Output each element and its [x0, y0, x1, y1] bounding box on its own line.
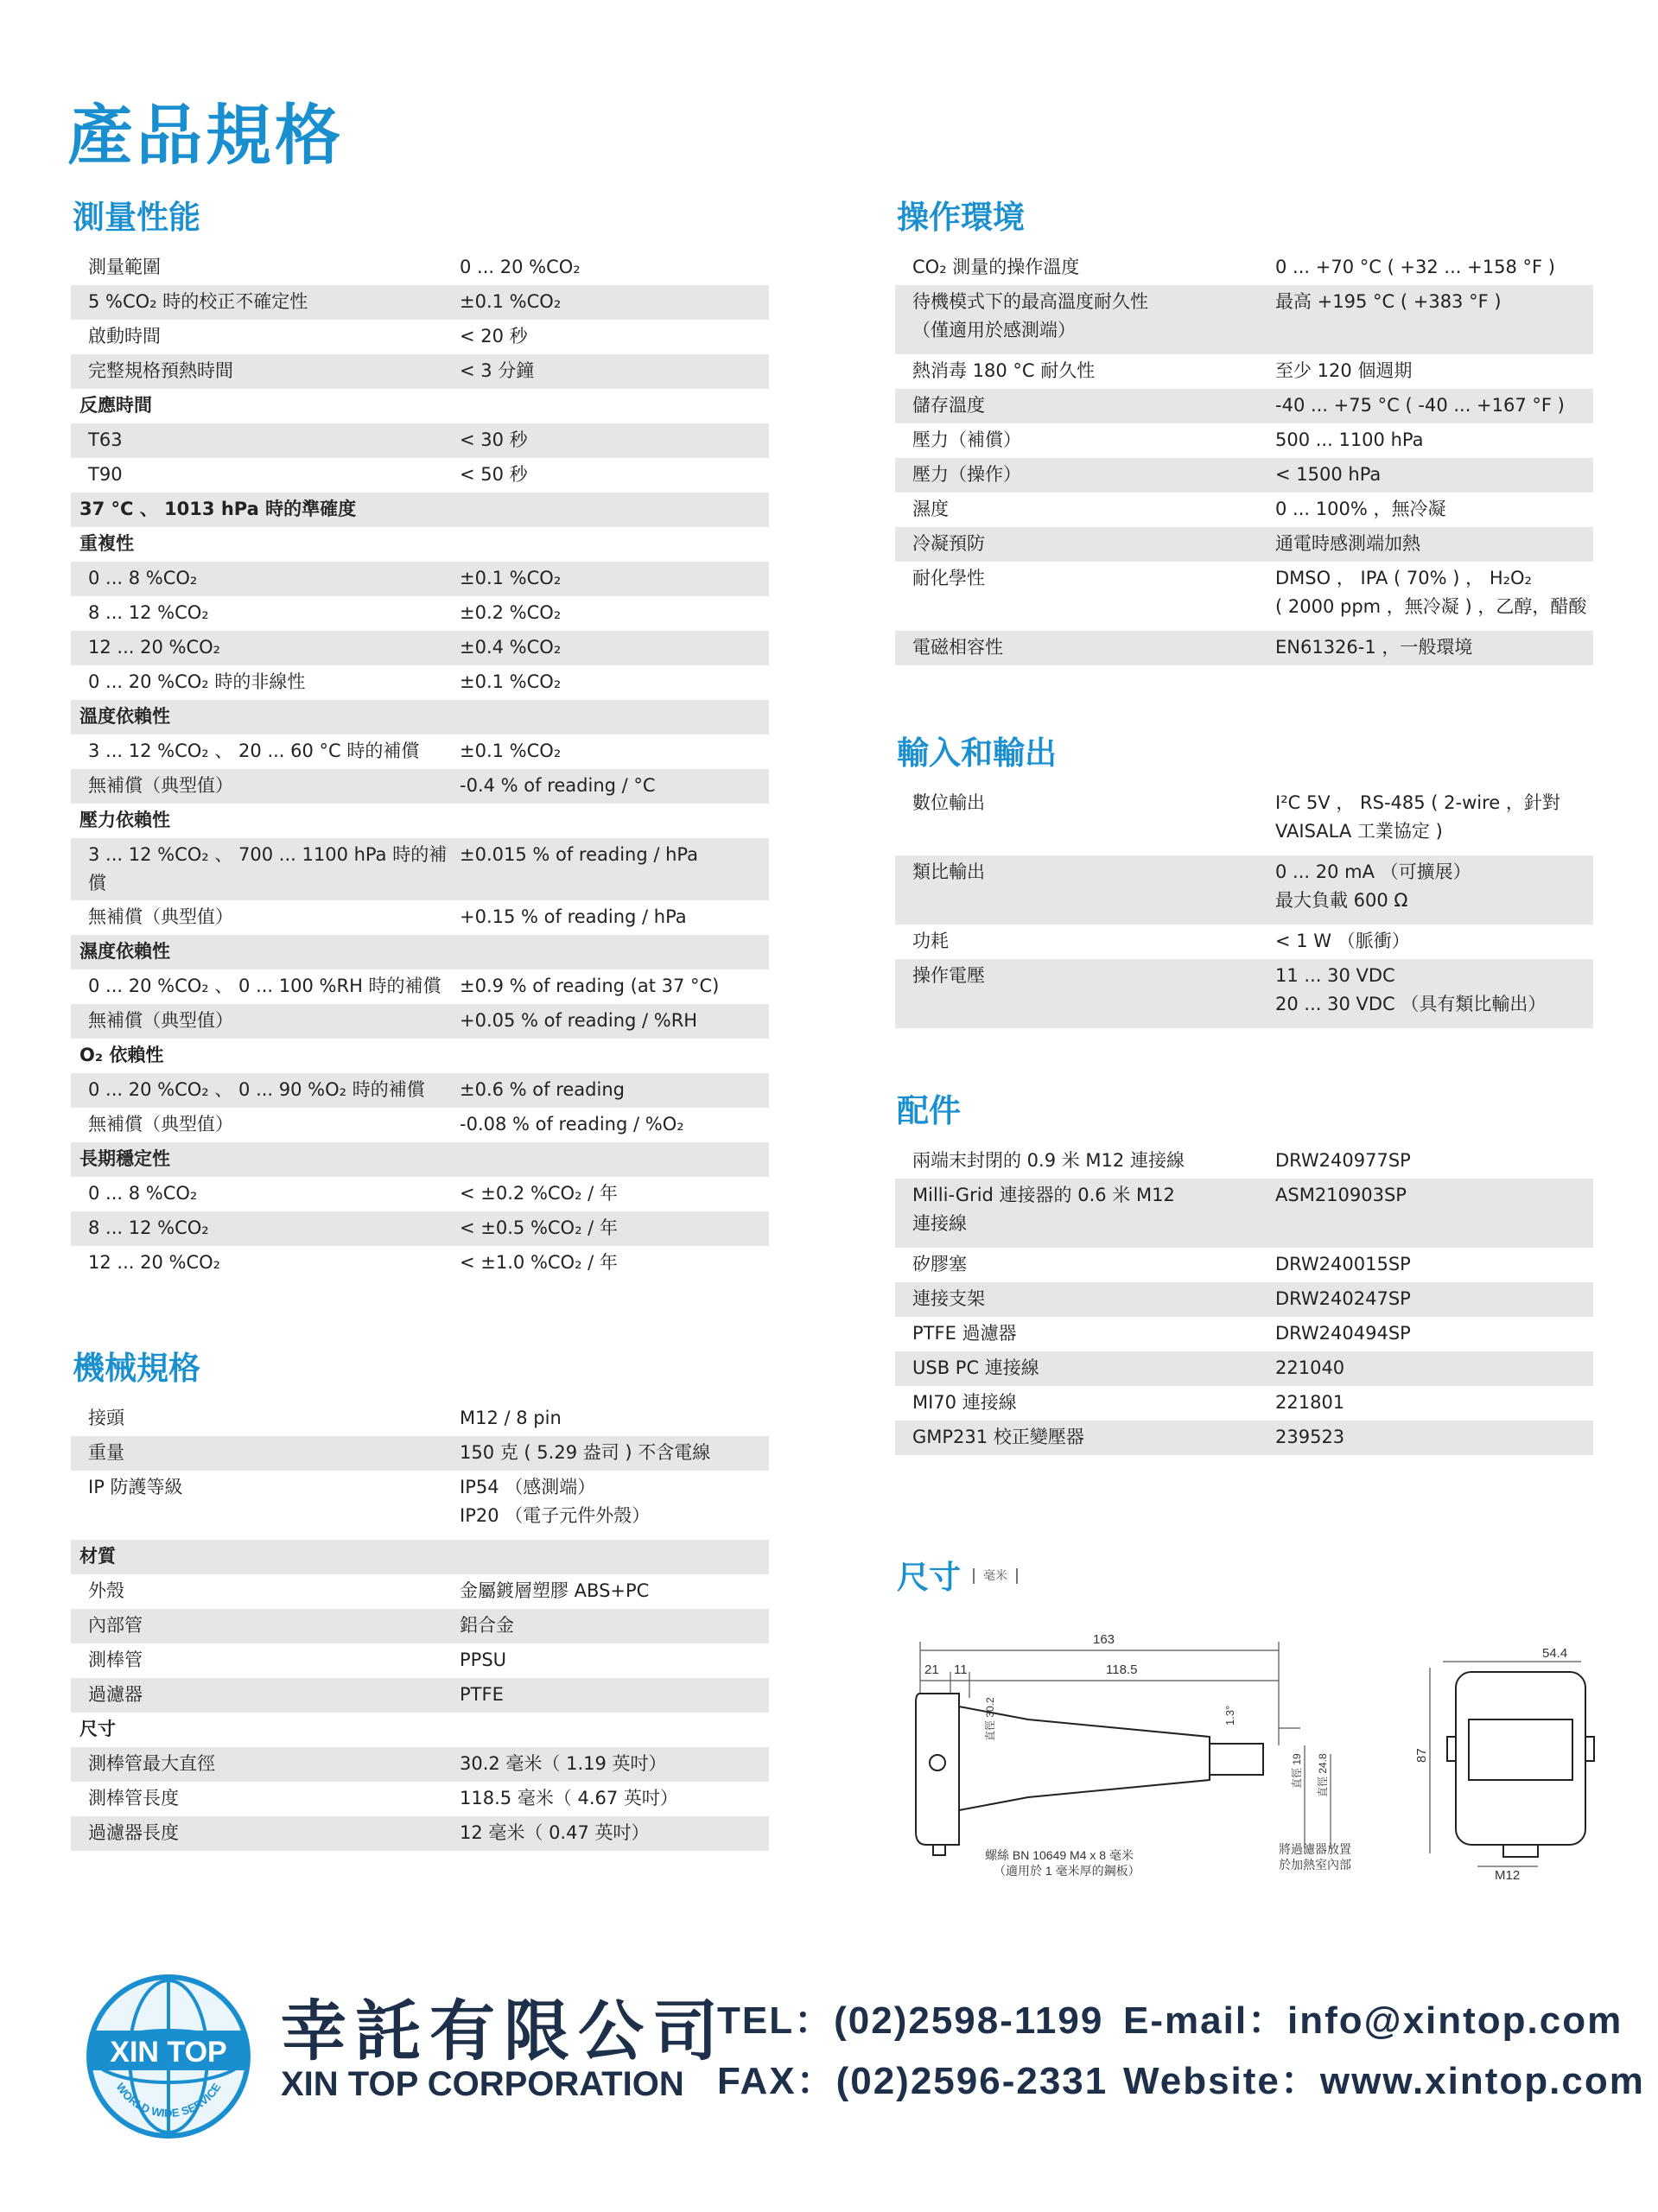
website-link[interactable]: Website：www.xintop.com — [1123, 2060, 1645, 2102]
measurement-heading: 測量性能 — [73, 199, 200, 236]
spec-value: DRW240977SP — [1275, 1150, 1411, 1171]
spec-row — [895, 786, 1593, 855]
spec-value: ±0.9 % of reading (at 37 °C) — [460, 976, 720, 996]
measurement-section — [71, 195, 769, 1281]
spec-value: 500 ... 1100 hPa — [1275, 429, 1424, 450]
spec-value — [451, 493, 769, 527]
spec-row — [71, 1782, 769, 1816]
spec-value: 0 ... 100% ，無冷凝 — [1275, 499, 1446, 519]
spec-value: DRW240494SP — [1275, 1323, 1411, 1344]
spec-label: 8 ... 12 %CO₂ — [88, 1217, 209, 1238]
spec-label: PTFE 過濾器 — [912, 1323, 1017, 1344]
xintop-globe-logo — [82, 1970, 255, 2143]
spec-label: 操作電壓 — [912, 965, 985, 986]
spec-group-header — [71, 700, 769, 734]
spec-value — [451, 527, 769, 562]
spec-group-header — [71, 1713, 769, 1747]
spec-value — [451, 389, 769, 423]
spec-row — [71, 1108, 769, 1142]
spec-label: 0 ... 8 %CO₂ — [88, 1183, 198, 1204]
spec-value: -40 ... +75 °C ( -40 ... +167 °F ) — [1275, 395, 1565, 416]
spec-row — [895, 1351, 1593, 1386]
spec-row — [895, 493, 1593, 527]
spec-value: 0 ... 20 mA （可擴展） 最大負載 600 Ω — [1275, 861, 1471, 911]
spec-label: IP 防護等級 — [88, 1477, 183, 1497]
spec-value: < 20 秒 — [460, 326, 528, 346]
dim-a: 21 — [924, 1662, 939, 1677]
spec-label: 功耗 — [912, 931, 949, 951]
spec-row — [71, 1246, 769, 1281]
spec-label: 0 ... 20 %CO₂ 、 0 ... 100 %RH 時的補償 — [88, 976, 441, 996]
spec-label: 電磁相容性 — [912, 637, 1003, 658]
dim-total: 163 — [1093, 1633, 1115, 1647]
screw-note-2: （適用於 1 毫米厚的鋼板） — [994, 1864, 1140, 1878]
spec-value: ASM210903SP — [1275, 1185, 1407, 1205]
spec-label: 長期穩定性 — [79, 1148, 170, 1169]
spec-row — [71, 1609, 769, 1643]
spec-label: 濕度 — [912, 499, 949, 519]
spec-value: +0.15 % of reading / hPa — [460, 906, 687, 927]
spec-value: < 3 分鐘 — [460, 360, 535, 381]
spec-row — [71, 900, 769, 935]
spec-row — [71, 734, 769, 769]
spec-label: 3 ... 12 %CO₂ 、 20 ... 60 °C 時的補償 — [88, 741, 420, 761]
spec-value: M12 / 8 pin — [460, 1408, 562, 1428]
spec-label: 矽膠塞 — [912, 1254, 967, 1274]
email-link[interactable]: E-mail：info@xintop.com — [1123, 1999, 1623, 2042]
spec-value: < ±0.2 %CO₂ / 年 — [460, 1183, 618, 1204]
spec-row — [895, 562, 1593, 631]
spec-label: 測量範圍 — [88, 257, 161, 277]
screw-note-1: 螺絲 BN 10649 M4 x 8 毫米 — [985, 1848, 1134, 1862]
spec-row — [71, 1004, 769, 1039]
spec-label: 37 °C 、 1013 hPa 時的準確度 — [79, 499, 357, 519]
spec-row — [895, 251, 1593, 285]
spec-value: ±0.1 %CO₂ — [460, 291, 562, 312]
spec-label: 無補償（典型值） — [88, 775, 233, 796]
spec-row — [895, 855, 1593, 925]
spec-row — [71, 562, 769, 596]
mechanical-section — [71, 1346, 769, 1851]
mechanical-heading: 機械規格 — [73, 1350, 200, 1387]
dim-probe: 118.5 — [1106, 1662, 1138, 1677]
spec-value: DMSO ， IPA ( 70% ) ， H₂O₂ ( 2000 ppm ，無冷凝 ) ，乙醇，醋酸 — [1275, 568, 1587, 617]
dim-dia19: 直徑 19 — [1291, 1753, 1303, 1789]
spec-row — [71, 1211, 769, 1246]
spec-label: O₂ 依賴性 — [79, 1045, 164, 1065]
spec-label: T90 — [88, 464, 123, 485]
spec-row — [895, 959, 1593, 1028]
spec-label: 儲存溫度 — [912, 395, 985, 416]
spec-row — [895, 1421, 1593, 1455]
spec-row — [71, 596, 769, 631]
spec-value — [451, 700, 769, 734]
spec-label: 12 ... 20 %CO₂ — [88, 637, 221, 658]
company-name-en: XIN TOP CORPORATION — [281, 2065, 684, 2103]
spec-row — [71, 423, 769, 458]
environment-section — [895, 195, 1593, 665]
spec-label: 0 ... 8 %CO₂ — [88, 568, 198, 588]
dim-width: 54.4 — [1542, 1646, 1568, 1661]
spec-label: 待機模式下的最高溫度耐久性 （僅適用於感測端） — [912, 291, 1148, 340]
io-table — [895, 786, 1593, 1028]
spec-value: I²C 5V ， RS-485 ( 2-wire ，針對 VAISALA 工業協定 ) — [1275, 792, 1560, 842]
spec-label: 啟動時間 — [88, 326, 161, 346]
spec-value — [451, 1142, 769, 1177]
filter-note-1: 將過濾器放置 — [1279, 1842, 1351, 1856]
spec-row — [895, 925, 1593, 959]
dim-height: 87 — [1414, 1748, 1429, 1763]
spec-value: ±0.2 %CO₂ — [460, 602, 562, 623]
spec-value: < 1500 hPa — [1275, 464, 1382, 485]
spec-row — [895, 1386, 1593, 1421]
dim-dia248: 直徑 24.8 — [1317, 1753, 1329, 1797]
dimensions-unit: 毫米 — [973, 1568, 1018, 1584]
page-title: 產品規格 — [67, 97, 344, 174]
spec-label: 8 ... 12 %CO₂ — [88, 602, 209, 623]
spec-label: 無補償（典型值） — [88, 1114, 233, 1135]
spec-label: 連接支架 — [912, 1288, 985, 1309]
spec-group-header — [71, 804, 769, 838]
spec-row — [71, 665, 769, 700]
spec-value: EN61326-1 ，一般環境 — [1275, 637, 1473, 658]
spec-label: 類比輸出 — [912, 861, 985, 882]
spec-label: 壓力（補償） — [912, 429, 1021, 450]
spec-value — [451, 804, 769, 838]
spec-value: ±0.6 % of reading — [460, 1079, 625, 1100]
spec-label: 過濾器 — [88, 1684, 143, 1705]
spec-row — [71, 1177, 769, 1211]
spec-row — [895, 631, 1593, 665]
spec-value: -0.08 % of reading / %O₂ — [460, 1114, 684, 1135]
fax: FAX：(02)2596-2331 — [717, 2060, 1109, 2102]
spec-label: USB PC 連接線 — [912, 1357, 1039, 1378]
spec-value: 最高 +195 °C ( +383 °F ) — [1275, 291, 1502, 312]
environment-heading: 操作環境 — [897, 199, 1025, 236]
spec-value: 150 克 ( 5.29 盎司 ) 不含電線 — [460, 1442, 711, 1463]
spec-label: 0 ... 20 %CO₂ 、 0 ... 90 %O₂ 時的補償 — [88, 1079, 425, 1100]
dim-angle: 1.3° — [1223, 1705, 1236, 1726]
spec-label: 尺寸 — [79, 1719, 116, 1739]
filter-note-2: 於加熱室內部 — [1279, 1858, 1351, 1872]
spec-value: IP54 （感測端） IP20 （電子元件外殼） — [460, 1477, 651, 1526]
spec-row — [71, 1402, 769, 1436]
probe-outline — [916, 1694, 1263, 1855]
spec-value: ±0.1 %CO₂ — [460, 671, 562, 692]
spec-row — [71, 285, 769, 320]
spec-value: 0 ... +70 °C ( +32 ... +158 °F ) — [1275, 257, 1555, 277]
spec-value: 221040 — [1275, 1357, 1345, 1378]
spec-label: 壓力（操作） — [912, 464, 1021, 485]
spec-value: < 30 秒 — [460, 429, 528, 450]
spec-row — [71, 1471, 769, 1540]
spec-value: 通電時感測端加熱 — [1275, 533, 1420, 554]
spec-value: 118.5 毫米（ 4.67 英吋） — [460, 1788, 678, 1808]
spec-label: CO₂ 測量的操作溫度 — [912, 257, 1080, 277]
spec-value: < 1 W （脈衝） — [1275, 931, 1410, 951]
spec-label: 無補償（典型值） — [88, 1010, 233, 1031]
spec-value: PTFE — [460, 1684, 504, 1705]
spec-value: 0 ... 20 %CO₂ — [460, 257, 581, 277]
spec-label: 濕度依賴性 — [79, 941, 170, 962]
environment-table — [895, 251, 1593, 665]
housing-front — [1447, 1672, 1594, 1857]
dimensions-heading — [897, 1555, 1593, 1600]
spec-row — [71, 320, 769, 354]
spec-value: 239523 — [1275, 1427, 1345, 1447]
spec-value: ±0.1 %CO₂ — [460, 741, 562, 761]
spec-label: 重量 — [88, 1442, 124, 1463]
spec-label: 測棒管長度 — [88, 1788, 179, 1808]
spec-value — [451, 1540, 769, 1574]
spec-label: 接頭 — [88, 1408, 124, 1428]
spec-value: 鋁合金 — [460, 1615, 514, 1636]
spec-row — [71, 354, 769, 389]
spec-row — [71, 1643, 769, 1678]
measurement-table — [71, 251, 769, 1281]
spec-value: ±0.1 %CO₂ — [460, 568, 562, 588]
spec-row — [895, 1248, 1593, 1282]
spec-value: 11 ... 30 VDC 20 ... 30 VDC （具有類比輸出） — [1275, 965, 1547, 1014]
spec-value — [451, 935, 769, 969]
spec-label: 材質 — [79, 1546, 116, 1567]
spec-row — [895, 423, 1593, 458]
spec-label: 12 ... 20 %CO₂ — [88, 1252, 221, 1273]
spec-row — [895, 354, 1593, 389]
spec-value: ±0.4 %CO₂ — [460, 637, 562, 658]
spec-label: 兩端末封閉的 0.9 米 M12 連接線 — [912, 1150, 1185, 1171]
spec-row — [71, 838, 769, 900]
spec-label: 內部管 — [88, 1615, 143, 1636]
spec-label: 耐化學性 — [912, 568, 985, 588]
spec-label: 重複性 — [79, 533, 134, 554]
spec-row — [71, 769, 769, 804]
spec-label: GMP231 校正變壓器 — [912, 1427, 1084, 1447]
dimensions-title: 尺寸 — [897, 1559, 961, 1596]
accessories-section — [895, 1089, 1593, 1455]
spec-row — [71, 1816, 769, 1851]
logo-ring-text: WORLD WIDE SERVICE — [113, 2080, 224, 2120]
spec-row — [71, 1747, 769, 1782]
io-section — [895, 731, 1593, 1028]
spec-label: 5 %CO₂ 時的校正不確定性 — [88, 291, 308, 312]
spec-label: 熱消毒 180 °C 耐久性 — [912, 360, 1096, 381]
spec-row — [895, 1179, 1593, 1248]
spec-row — [71, 1436, 769, 1471]
spec-value: -0.4 % of reading / °C — [460, 775, 656, 796]
spec-value: ±0.015 % of reading / hPa — [460, 844, 699, 865]
tel: TEL：(02)2598-1199 — [717, 1999, 1104, 2042]
spec-label: 數位輸出 — [912, 792, 985, 813]
spec-row — [71, 251, 769, 285]
dimensions-section — [895, 1555, 1593, 1611]
spec-label: 冷凝預防 — [912, 533, 985, 554]
spec-label: 無補償（典型值） — [88, 906, 233, 927]
spec-group-header — [71, 389, 769, 423]
spec-row — [71, 1574, 769, 1609]
spec-label: 3 ... 12 %CO₂ 、 700 ... 1100 hPa 時的補償 — [88, 844, 448, 893]
accessories-table — [895, 1144, 1593, 1455]
mechanical-table — [71, 1402, 769, 1851]
spec-label: 完整規格預熱時間 — [88, 360, 233, 381]
spec-value: < ±0.5 %CO₂ / 年 — [460, 1217, 618, 1238]
spec-row — [895, 285, 1593, 354]
spec-group-header — [71, 935, 769, 969]
spec-label: 壓力依賴性 — [79, 810, 170, 830]
spec-row — [71, 458, 769, 493]
spec-row — [895, 527, 1593, 562]
spec-row — [895, 389, 1593, 423]
spec-label: MI70 連接線 — [912, 1392, 1017, 1413]
spec-value: 至少 120 個週期 — [1275, 360, 1413, 381]
spec-row — [895, 1144, 1593, 1179]
spec-row — [71, 631, 769, 665]
spec-label: 測棒管 — [88, 1649, 143, 1670]
spec-row — [71, 969, 769, 1004]
spec-value: PPSU — [460, 1649, 507, 1670]
dim-dia302: 直徑 30.2 — [984, 1697, 996, 1741]
spec-value: 12 毫米（ 0.47 英吋） — [460, 1822, 650, 1843]
spec-group-header — [71, 493, 769, 527]
spec-label: 測棒管最大直徑 — [88, 1753, 215, 1774]
spec-value: 30.2 毫米（ 1.19 英吋） — [460, 1753, 667, 1774]
dimension-drawing — [899, 1633, 1607, 1884]
spec-value: DRW240015SP — [1275, 1254, 1411, 1274]
spec-value: 金屬鍍層塑膠 ABS+PC — [460, 1580, 650, 1601]
spec-value — [451, 1039, 769, 1073]
spec-row — [71, 1678, 769, 1713]
spec-label: 0 ... 20 %CO₂ 時的非線性 — [88, 671, 306, 692]
spec-label: 過濾器長度 — [88, 1822, 179, 1843]
spec-group-header — [71, 1039, 769, 1073]
spec-group-header — [71, 1142, 769, 1177]
io-heading: 輸入和輸出 — [897, 734, 1057, 772]
dim-b: 11 — [954, 1662, 968, 1677]
spec-row — [895, 458, 1593, 493]
footer — [0, 1944, 1658, 2169]
spec-value: < ±1.0 %CO₂ / 年 — [460, 1252, 618, 1273]
spec-row — [71, 1073, 769, 1108]
spec-label: 反應時間 — [79, 395, 152, 416]
logo-text: XIN TOP — [110, 2036, 227, 2069]
spec-label: 溫度依賴性 — [79, 706, 170, 727]
spec-value: 221801 — [1275, 1392, 1345, 1413]
company-name-cn: 幸託有限公司 — [281, 1993, 727, 2069]
spec-group-header — [71, 1540, 769, 1574]
spec-value: DRW240247SP — [1275, 1288, 1411, 1309]
accessories-heading: 配件 — [897, 1092, 961, 1129]
spec-label: 外殼 — [88, 1580, 124, 1601]
spec-value: +0.05 % of reading / %RH — [460, 1010, 698, 1031]
spec-value: < 50 秒 — [460, 464, 528, 485]
spec-row — [895, 1282, 1593, 1317]
spec-group-header — [71, 527, 769, 562]
dim-m12: M12 — [1495, 1868, 1521, 1883]
spec-row — [895, 1317, 1593, 1351]
spec-value — [451, 1713, 769, 1747]
spec-label: Milli-Grid 連接器的 0.6 米 M12 連接線 — [912, 1185, 1175, 1234]
spec-label: T63 — [88, 429, 123, 450]
